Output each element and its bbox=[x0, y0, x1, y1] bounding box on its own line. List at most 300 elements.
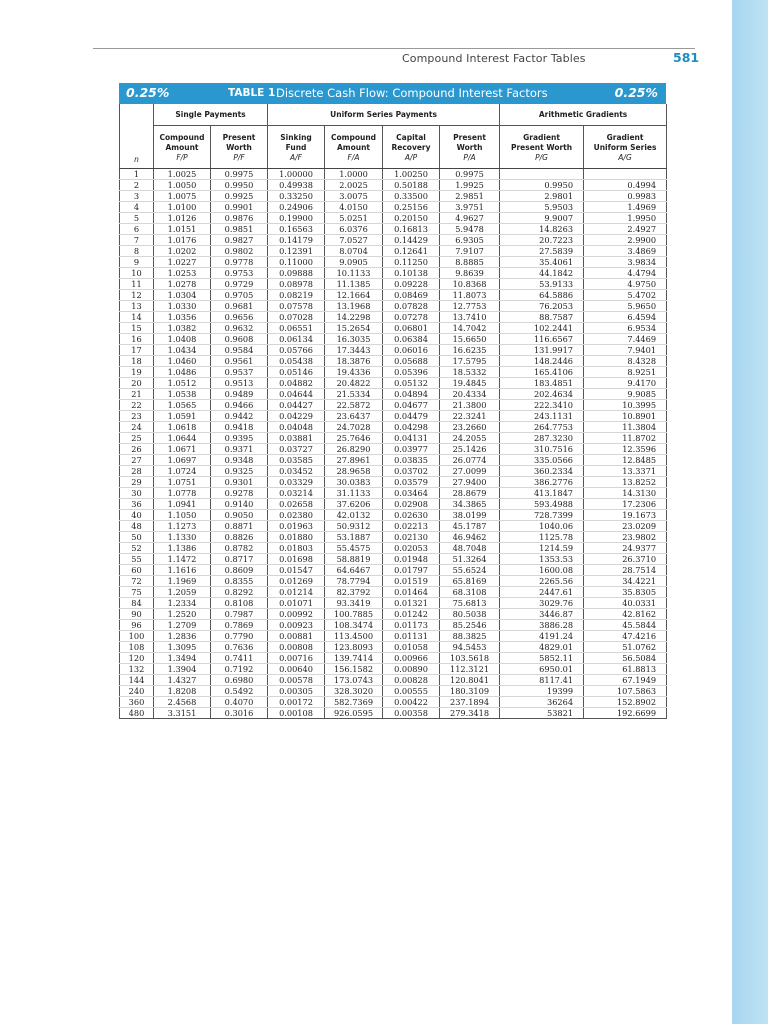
factor-cell: 131.9917 bbox=[500, 344, 584, 355]
factor-cell: 0.03452 bbox=[268, 465, 325, 476]
factor-cell: 19.4845 bbox=[440, 377, 500, 388]
factor-cell: 1.0434 bbox=[154, 344, 211, 355]
factor-cell: 108.3474 bbox=[325, 619, 383, 630]
table-row bbox=[120, 509, 667, 520]
factor-cell: 0.9561 bbox=[211, 355, 268, 366]
factor-cell: 1353.53 bbox=[500, 553, 584, 564]
column-header-symbol: P/F bbox=[233, 152, 245, 162]
column-header-line1: Gradient bbox=[606, 132, 644, 142]
factor-cell: 4.4794 bbox=[584, 267, 667, 278]
factor-cell: 156.1582 bbox=[325, 663, 383, 674]
factor-cell: 0.00640 bbox=[268, 663, 325, 674]
table-row bbox=[120, 476, 667, 487]
factor-cell: 1.00000 bbox=[268, 168, 325, 179]
factor-cell: 53.9133 bbox=[500, 278, 584, 289]
factor-cell: 12.8485 bbox=[584, 454, 667, 465]
column-header-line2: Worth bbox=[226, 142, 252, 152]
factor-cell: 728.7399 bbox=[500, 509, 584, 520]
factor-cell: 1.0512 bbox=[154, 377, 211, 388]
factor-cell: 1.0778 bbox=[154, 487, 211, 498]
factor-cell: 23.0209 bbox=[584, 520, 667, 531]
factor-cell: 3886.28 bbox=[500, 619, 584, 630]
factor-cell: 0.10138 bbox=[383, 267, 440, 278]
factor-cell: 2.9801 bbox=[500, 190, 584, 201]
factor-cell: 0.02380 bbox=[268, 509, 325, 520]
factor-cell: 14.8263 bbox=[500, 223, 584, 234]
header-rule bbox=[93, 48, 695, 49]
factor-cell: 1.0591 bbox=[154, 410, 211, 421]
table-row bbox=[120, 377, 667, 388]
factor-cell: 27.5839 bbox=[500, 245, 584, 256]
table-row bbox=[120, 630, 667, 641]
factor-cell: 1.0724 bbox=[154, 465, 211, 476]
factor-cell: 42.0132 bbox=[325, 509, 383, 520]
factor-cell: 65.8169 bbox=[440, 575, 500, 586]
table-row bbox=[120, 410, 667, 421]
factor-cell: 0.11250 bbox=[383, 256, 440, 267]
factor-cell: 0.19900 bbox=[268, 212, 325, 223]
factor-cell: 18.3876 bbox=[325, 355, 383, 366]
table-row bbox=[120, 641, 667, 652]
factor-cell: 0.9876 bbox=[211, 212, 268, 223]
column-header-line1: Capital bbox=[396, 132, 426, 142]
factor-cell: 0.9681 bbox=[211, 300, 268, 311]
factor-cell: 0.9656 bbox=[211, 311, 268, 322]
factor-cell: 0.00108 bbox=[268, 707, 325, 718]
factor-cell: 0.00808 bbox=[268, 641, 325, 652]
column-header-symbol: n bbox=[134, 154, 139, 164]
factor-cell: 0.9301 bbox=[211, 476, 268, 487]
factor-cell: 1.0075 bbox=[154, 190, 211, 201]
factor-cell: 0.9466 bbox=[211, 399, 268, 410]
factor-cell: 1.2836 bbox=[154, 630, 211, 641]
factor-cell: 1.0751 bbox=[154, 476, 211, 487]
factor-cell: 1.9950 bbox=[584, 212, 667, 223]
period-cell: 6 bbox=[120, 223, 154, 234]
factor-cell: 264.7753 bbox=[500, 421, 584, 432]
factor-cell: 5.4702 bbox=[584, 289, 667, 300]
table-row bbox=[120, 344, 667, 355]
factor-cell: 1.4327 bbox=[154, 674, 211, 685]
group-uniform-series: Uniform Series Payments bbox=[268, 104, 500, 125]
factor-cell: 17.3443 bbox=[325, 344, 383, 355]
period-cell: 15 bbox=[120, 322, 154, 333]
factor-cell: 24.2055 bbox=[440, 432, 500, 443]
factor-cell: 3.3151 bbox=[154, 707, 211, 718]
factor-cell: 0.9395 bbox=[211, 432, 268, 443]
factor-cell: 0.20150 bbox=[383, 212, 440, 223]
factor-cell: 8.0704 bbox=[325, 245, 383, 256]
factor-cell: 113.4500 bbox=[325, 630, 383, 641]
factor-cell: 0.06016 bbox=[383, 344, 440, 355]
factor-cell: 3029.76 bbox=[500, 597, 584, 608]
table-row bbox=[120, 608, 667, 619]
factor-cell: 1.0304 bbox=[154, 289, 211, 300]
factor-cell: 1.0330 bbox=[154, 300, 211, 311]
factor-cell: 310.7516 bbox=[500, 443, 584, 454]
factor-cell: 1.1273 bbox=[154, 520, 211, 531]
factor-cell: 0.4070 bbox=[211, 696, 268, 707]
column-header-line1: Compound bbox=[330, 132, 377, 142]
column-header bbox=[500, 125, 584, 168]
factor-cell: 0.9950 bbox=[500, 179, 584, 190]
factor-cell: 23.6437 bbox=[325, 410, 383, 421]
factor-cell: 55.4575 bbox=[325, 542, 383, 553]
factor-cell: 0.03329 bbox=[268, 476, 325, 487]
factor-cell: 1.00250 bbox=[383, 168, 440, 179]
factor-cell: 61.8813 bbox=[584, 663, 667, 674]
factor-cell: 1.0644 bbox=[154, 432, 211, 443]
factor-cell: 0.00881 bbox=[268, 630, 325, 641]
table-row bbox=[120, 278, 667, 289]
factor-cell: 5852.11 bbox=[500, 652, 584, 663]
period-cell: 36 bbox=[120, 498, 154, 509]
factor-cell: 0.00422 bbox=[383, 696, 440, 707]
period-cell: 27 bbox=[120, 454, 154, 465]
factor-cell: 1.4969 bbox=[584, 201, 667, 212]
factor-cell: 53.1887 bbox=[325, 531, 383, 542]
factor-cell: 0.9753 bbox=[211, 267, 268, 278]
factor-cell: 926.0595 bbox=[325, 707, 383, 718]
factor-cell: 0.49938 bbox=[268, 179, 325, 190]
factor-cell: 222.3410 bbox=[500, 399, 584, 410]
factor-cell: 0.25156 bbox=[383, 201, 440, 212]
factor-cell: 0.9513 bbox=[211, 377, 268, 388]
factor-cell: 0.01797 bbox=[383, 564, 440, 575]
period-cell: 100 bbox=[120, 630, 154, 641]
factor-cell: 64.6467 bbox=[325, 564, 383, 575]
table-row bbox=[120, 619, 667, 630]
factor-cell: 112.3121 bbox=[440, 663, 500, 674]
factor-cell: 75.6813 bbox=[440, 597, 500, 608]
factor-cell: 58.8819 bbox=[325, 553, 383, 564]
factor-cell: 12.3596 bbox=[584, 443, 667, 454]
factor-cell: 16.3035 bbox=[325, 333, 383, 344]
factor-cell: 34.3865 bbox=[440, 498, 500, 509]
table-row bbox=[120, 168, 667, 179]
factor-cell: 1.1386 bbox=[154, 542, 211, 553]
column-header-symbol: P/G bbox=[535, 152, 548, 162]
period-cell: 24 bbox=[120, 421, 154, 432]
factor-cell: 20.7223 bbox=[500, 234, 584, 245]
factor-cell: 1.0278 bbox=[154, 278, 211, 289]
factor-cell: 4.0150 bbox=[325, 201, 383, 212]
factor-cell: 1.2520 bbox=[154, 608, 211, 619]
factor-cell: 14.3130 bbox=[584, 487, 667, 498]
factor-cell: 7.9107 bbox=[440, 245, 500, 256]
factor-cell: 0.02213 bbox=[383, 520, 440, 531]
factor-cell: 1.0176 bbox=[154, 234, 211, 245]
factor-cell: 27.0099 bbox=[440, 465, 500, 476]
table-row bbox=[120, 553, 667, 564]
table-row bbox=[120, 663, 667, 674]
factor-cell: 9.9085 bbox=[584, 388, 667, 399]
column-header-symbol: P/A bbox=[463, 152, 476, 162]
factor-cell: 0.00358 bbox=[383, 707, 440, 718]
period-cell: 40 bbox=[120, 509, 154, 520]
factor-cell: 88.3825 bbox=[440, 630, 500, 641]
factor-cell: 0.9729 bbox=[211, 278, 268, 289]
factor-cell: 28.8679 bbox=[440, 487, 500, 498]
factor-cell: 1.0100 bbox=[154, 201, 211, 212]
factor-cell: 5.9650 bbox=[584, 300, 667, 311]
factor-cell: 0.04427 bbox=[268, 399, 325, 410]
factor-cell: 1.2334 bbox=[154, 597, 211, 608]
factor-cell: 202.4634 bbox=[500, 388, 584, 399]
factor-cell: 0.04644 bbox=[268, 388, 325, 399]
factor-cell: 45.5844 bbox=[584, 619, 667, 630]
table-row bbox=[120, 652, 667, 663]
page-number: 581 bbox=[673, 50, 700, 65]
factor-cell: 0.00966 bbox=[383, 652, 440, 663]
period-cell: 11 bbox=[120, 278, 154, 289]
factor-cell bbox=[584, 168, 667, 179]
factor-cell: 1.0202 bbox=[154, 245, 211, 256]
factor-cell: 5.0251 bbox=[325, 212, 383, 223]
factor-cell: 24.7028 bbox=[325, 421, 383, 432]
factor-cell: 3.9834 bbox=[584, 256, 667, 267]
table-row bbox=[120, 432, 667, 443]
column-header-line2: Worth bbox=[456, 142, 483, 152]
factor-cell: 328.3020 bbox=[325, 685, 383, 696]
factor-cell: 1.8208 bbox=[154, 685, 211, 696]
factor-cell: 0.02130 bbox=[383, 531, 440, 542]
table-row bbox=[120, 366, 667, 377]
factor-cell: 180.3109 bbox=[440, 685, 500, 696]
period-cell: 8 bbox=[120, 245, 154, 256]
factor-cell: 48.7048 bbox=[440, 542, 500, 553]
factor-cell: 0.9278 bbox=[211, 487, 268, 498]
table-row bbox=[120, 542, 667, 553]
table-row bbox=[120, 322, 667, 333]
factor-cell: 0.07278 bbox=[383, 311, 440, 322]
factor-cell: 139.7414 bbox=[325, 652, 383, 663]
factor-cell: 0.08219 bbox=[268, 289, 325, 300]
factor-cell: 0.01321 bbox=[383, 597, 440, 608]
factor-cell: 0.01464 bbox=[383, 586, 440, 597]
group-arithmetic-gradients: Arithmetic Gradients bbox=[500, 104, 667, 125]
factor-cell: 0.9975 bbox=[440, 168, 500, 179]
interest-rate-left: 0.25% bbox=[126, 85, 170, 100]
factor-cell: 2265.56 bbox=[500, 575, 584, 586]
table-row bbox=[120, 454, 667, 465]
factor-cell: 0.09888 bbox=[268, 267, 325, 278]
period-cell: 30 bbox=[120, 487, 154, 498]
factor-cell: 0.01269 bbox=[268, 575, 325, 586]
factor-cell: 1.0382 bbox=[154, 322, 211, 333]
factor-cell: 1.3904 bbox=[154, 663, 211, 674]
factor-cell: 22.5872 bbox=[325, 399, 383, 410]
factor-cell: 0.05146 bbox=[268, 366, 325, 377]
factor-cell: 8117.41 bbox=[500, 674, 584, 685]
table-row bbox=[120, 333, 667, 344]
factor-cell: 0.04048 bbox=[268, 421, 325, 432]
factor-cell: 25.7646 bbox=[325, 432, 383, 443]
factor-cell: 1.1616 bbox=[154, 564, 211, 575]
table-row bbox=[120, 597, 667, 608]
factor-cell: 0.33250 bbox=[268, 190, 325, 201]
factor-cell: 0.03835 bbox=[383, 454, 440, 465]
factor-cell: 21.5334 bbox=[325, 388, 383, 399]
table-row bbox=[120, 289, 667, 300]
factor-cell: 17.2306 bbox=[584, 498, 667, 509]
factor-cell: 0.8717 bbox=[211, 553, 268, 564]
column-header bbox=[211, 125, 268, 168]
factor-cell: 116.6567 bbox=[500, 333, 584, 344]
factor-cell: 64.5886 bbox=[500, 289, 584, 300]
table-row bbox=[120, 531, 667, 542]
factor-cell: 0.06801 bbox=[383, 322, 440, 333]
factor-cell: 8.9251 bbox=[584, 366, 667, 377]
factor-cell: 1.0050 bbox=[154, 179, 211, 190]
factor-cell: 0.00716 bbox=[268, 652, 325, 663]
period-cell: 48 bbox=[120, 520, 154, 531]
period-cell: 52 bbox=[120, 542, 154, 553]
factor-cell: 26.3710 bbox=[584, 553, 667, 564]
period-cell: 23 bbox=[120, 410, 154, 421]
factor-cell: 27.9400 bbox=[440, 476, 500, 487]
factor-cell: 23.2660 bbox=[440, 421, 500, 432]
table-row bbox=[120, 498, 667, 509]
factor-cell: 237.1894 bbox=[440, 696, 500, 707]
period-cell: 26 bbox=[120, 443, 154, 454]
factor-cell: 1.2709 bbox=[154, 619, 211, 630]
factor-cell: 1.0618 bbox=[154, 421, 211, 432]
factor-cell: 1.1969 bbox=[154, 575, 211, 586]
factor-cell: 35.4061 bbox=[500, 256, 584, 267]
period-cell: 5 bbox=[120, 212, 154, 223]
factor-cell: 413.1847 bbox=[500, 487, 584, 498]
table-row bbox=[120, 234, 667, 245]
factor-cell: 27.8961 bbox=[325, 454, 383, 465]
factor-cell: 0.02658 bbox=[268, 498, 325, 509]
factor-cell: 0.01519 bbox=[383, 575, 440, 586]
factor-cell: 31.1133 bbox=[325, 487, 383, 498]
factor-cell: 0.04131 bbox=[383, 432, 440, 443]
factor-cell: 0.05132 bbox=[383, 377, 440, 388]
factor-cell: 19.4336 bbox=[325, 366, 383, 377]
table-row bbox=[120, 300, 667, 311]
factor-cell: 287.3230 bbox=[500, 432, 584, 443]
table-body bbox=[120, 168, 667, 718]
factor-cell: 28.7514 bbox=[584, 564, 667, 575]
factor-cell: 8.8885 bbox=[440, 256, 500, 267]
factor-cell: 25.1426 bbox=[440, 443, 500, 454]
factor-cell: 0.04298 bbox=[383, 421, 440, 432]
factor-cell: 0.9140 bbox=[211, 498, 268, 509]
factor-cell: 1214.59 bbox=[500, 542, 584, 553]
column-header-line2: Present Worth bbox=[510, 142, 573, 152]
factor-cell: 1.0460 bbox=[154, 355, 211, 366]
table-row bbox=[120, 421, 667, 432]
factor-cell: 0.00555 bbox=[383, 685, 440, 696]
factor-cell: 0.03214 bbox=[268, 487, 325, 498]
factor-cell: 14.2298 bbox=[325, 311, 383, 322]
table-title: Discrete Cash Flow: Compound Interest Factors bbox=[276, 86, 548, 100]
period-cell: 13 bbox=[120, 300, 154, 311]
factor-cell: 9.0905 bbox=[325, 256, 383, 267]
column-header-line2: Fund bbox=[285, 142, 307, 152]
factor-cell: 0.04479 bbox=[383, 410, 440, 421]
factor-cell: 0.02053 bbox=[383, 542, 440, 553]
factor-cell: 20.4822 bbox=[325, 377, 383, 388]
factor-cell: 0.6980 bbox=[211, 674, 268, 685]
factor-cell: 0.9802 bbox=[211, 245, 268, 256]
factor-cell: 0.01880 bbox=[268, 531, 325, 542]
blue-side-tab bbox=[732, 0, 768, 1024]
factor-cell: 6.9534 bbox=[584, 322, 667, 333]
factor-cell: 0.03881 bbox=[268, 432, 325, 443]
table-row bbox=[120, 564, 667, 575]
factor-cell: 0.8108 bbox=[211, 597, 268, 608]
period-cell: 16 bbox=[120, 333, 154, 344]
factor-cell: 0.7411 bbox=[211, 652, 268, 663]
factor-cell: 1.0565 bbox=[154, 399, 211, 410]
factor-cell: 1.0486 bbox=[154, 366, 211, 377]
column-header-line2: Amount bbox=[165, 142, 199, 152]
period-cell: 240 bbox=[120, 685, 154, 696]
factor-cell: 0.01214 bbox=[268, 586, 325, 597]
period-cell: 12 bbox=[120, 289, 154, 300]
factor-cell: 0.9705 bbox=[211, 289, 268, 300]
factor-cell: 582.7369 bbox=[325, 696, 383, 707]
factor-cell: 103.5618 bbox=[440, 652, 500, 663]
factor-cell: 88.7587 bbox=[500, 311, 584, 322]
factor-cell: 47.4216 bbox=[584, 630, 667, 641]
period-cell: 20 bbox=[120, 377, 154, 388]
factor-cell: 3.4869 bbox=[584, 245, 667, 256]
table-row bbox=[120, 223, 667, 234]
table-row bbox=[120, 520, 667, 531]
group-header-row bbox=[120, 104, 667, 125]
factor-cell: 0.09228 bbox=[383, 278, 440, 289]
factor-cell: 35.8305 bbox=[584, 586, 667, 597]
factor-cell: 1040.06 bbox=[500, 520, 584, 531]
factor-cell: 82.3792 bbox=[325, 586, 383, 597]
factor-cell: 7.4469 bbox=[584, 333, 667, 344]
table-row bbox=[120, 267, 667, 278]
factor-cell: 0.05396 bbox=[383, 366, 440, 377]
factor-cell: 1.3494 bbox=[154, 652, 211, 663]
factor-cell: 0.12641 bbox=[383, 245, 440, 256]
period-cell: 21 bbox=[120, 388, 154, 399]
factor-cell: 93.3419 bbox=[325, 597, 383, 608]
factor-cell: 593.4988 bbox=[500, 498, 584, 509]
factor-cell: 4829.01 bbox=[500, 641, 584, 652]
factor-cell: 1.2059 bbox=[154, 586, 211, 597]
factor-cell: 10.8901 bbox=[584, 410, 667, 421]
factor-cell: 9.9007 bbox=[500, 212, 584, 223]
factor-cell: 0.00890 bbox=[383, 663, 440, 674]
factor-cell: 0.9050 bbox=[211, 509, 268, 520]
period-cell: 480 bbox=[120, 707, 154, 718]
factor-cell: 4.9750 bbox=[584, 278, 667, 289]
factor-cell: 192.6699 bbox=[584, 707, 667, 718]
column-header-symbol: A/P bbox=[404, 152, 418, 162]
factor-cell: 0.9418 bbox=[211, 421, 268, 432]
factor-cell: 56.5084 bbox=[584, 652, 667, 663]
period-cell: 17 bbox=[120, 344, 154, 355]
factor-cell: 0.9975 bbox=[211, 168, 268, 179]
factor-cell: 0.8355 bbox=[211, 575, 268, 586]
factor-cell: 94.5453 bbox=[440, 641, 500, 652]
factor-cell: 0.01698 bbox=[268, 553, 325, 564]
column-header-symbol: F/P bbox=[176, 152, 188, 162]
factor-cell: 0.12391 bbox=[268, 245, 325, 256]
factor-cell: 1600.08 bbox=[500, 564, 584, 575]
column-header-line2: Recovery bbox=[391, 142, 431, 152]
factor-cell: 0.9584 bbox=[211, 344, 268, 355]
